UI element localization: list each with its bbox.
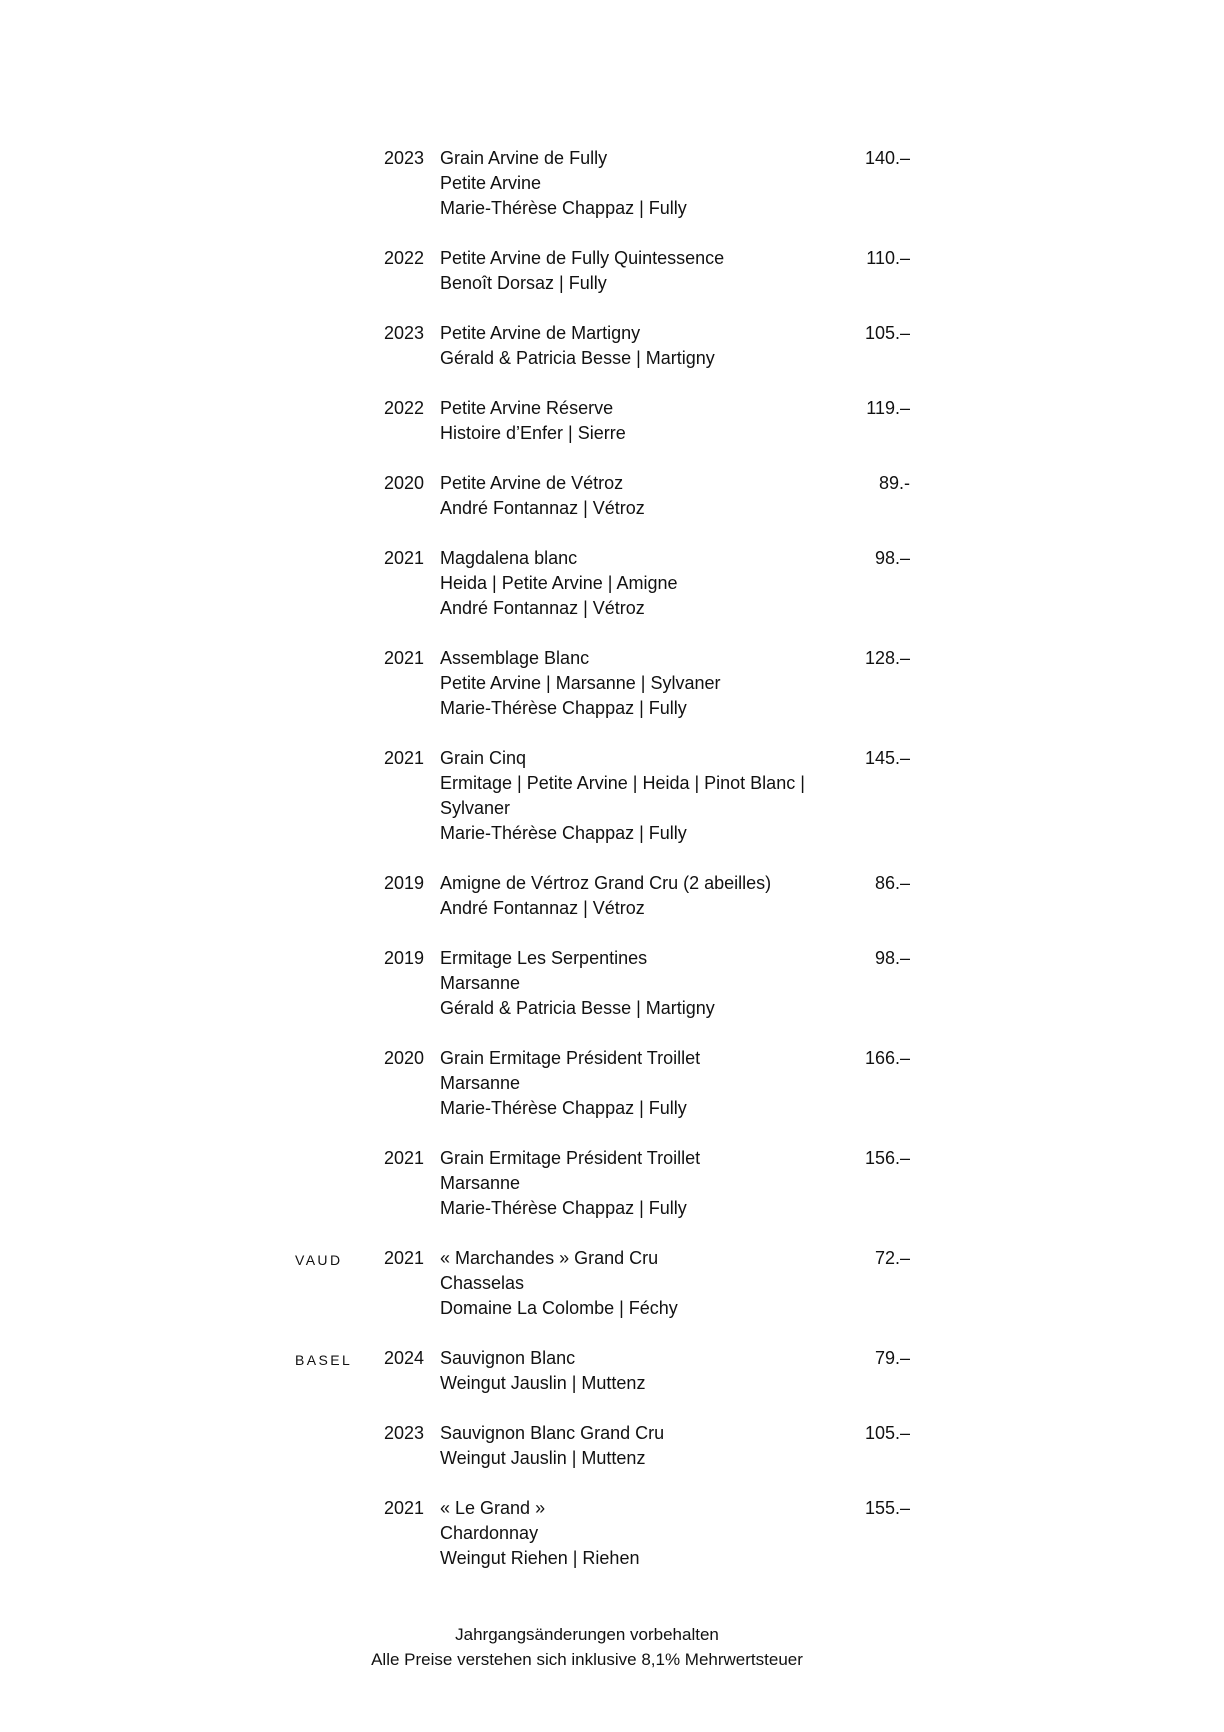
wine-entry	[0, 946, 1224, 1021]
wine-description	[440, 946, 840, 1021]
wine-price: 119.–	[866, 398, 910, 418]
wine-name: « Marchandes » Grand Cru	[440, 1248, 659, 1268]
wine-detail: Marsanne	[440, 1173, 521, 1193]
wine-detail: Marsanne	[440, 1073, 521, 1093]
wine-entry	[0, 546, 1224, 621]
wine-detail: Marie-Thérèse Chappaz | Fully	[440, 1198, 687, 1218]
wine-name: Petite Arvine de Fully Quintessence	[440, 248, 725, 268]
wine-entry	[0, 396, 1224, 446]
wine-vintage: 2020	[384, 1048, 425, 1068]
wine-price: 145.–	[864, 748, 910, 768]
wine-entry	[0, 871, 1224, 921]
wine-entry	[0, 1496, 1224, 1571]
wine-vintage: 2024	[384, 1348, 425, 1368]
wine-entry	[0, 746, 1224, 846]
wine-name: Ermitage Les Serpentines	[440, 948, 648, 968]
wine-detail: Benoît Dorsaz | Fully	[440, 273, 607, 293]
wine-price: 156.–	[864, 1148, 910, 1168]
wine-price: 89.-	[878, 473, 910, 493]
wine-entry	[0, 1146, 1224, 1221]
wine-vintage: 2021	[384, 1148, 425, 1168]
wine-detail: Weingut Jauslin | Muttenz	[440, 1448, 646, 1468]
wine-description	[440, 1496, 840, 1571]
wine-detail: Marie-Thérèse Chappaz | Fully	[440, 1098, 687, 1118]
wine-description	[440, 246, 840, 296]
wine-name: Petite Arvine de Vétroz	[440, 473, 624, 493]
wine-price: 166.–	[864, 1048, 910, 1068]
wine-detail: Histoire d’Enfer | Sierre	[440, 423, 626, 443]
wine-vintage: 2021	[384, 648, 425, 668]
wine-description	[440, 1146, 840, 1221]
footer-vat-note: Alle Preise verstehen sich inklusive 8,1% Mehrwertsteuer	[371, 1650, 803, 1669]
wine-vintage: 2021	[384, 1248, 425, 1268]
wine-name: Amigne de Vértroz Grand Cru (2 abeilles)	[440, 873, 772, 893]
footer	[0, 1622, 1174, 1672]
wine-vintage: 2019	[384, 873, 425, 893]
wine-vintage: 2019	[384, 948, 425, 968]
region-label: VAUD	[295, 1252, 343, 1268]
wine-detail: Chardonnay	[440, 1523, 539, 1543]
wine-entry	[0, 146, 1224, 221]
wine-vintage: 2022	[384, 248, 425, 268]
wine-detail: André Fontannaz | Vétroz	[440, 898, 645, 918]
wine-price: 105.–	[864, 1423, 910, 1443]
wine-description	[440, 546, 840, 621]
wine-detail: Heida | Petite Arvine | Amigne	[440, 573, 678, 593]
wine-name: Grain Ermitage Président Troillet	[440, 1148, 701, 1168]
wine-vintage: 2020	[384, 473, 425, 493]
wine-description	[440, 1046, 840, 1121]
wine-detail: Marie-Thérèse Chappaz | Fully	[440, 698, 687, 718]
wine-name: Petite Arvine Réserve	[440, 398, 614, 418]
wine-price: 98.–	[874, 948, 910, 968]
wine-vintage: 2021	[384, 548, 425, 568]
region-label: BASEL	[295, 1352, 353, 1368]
wine-entry	[0, 321, 1224, 371]
wine-detail: Gérald & Patricia Besse | Martigny	[440, 348, 715, 368]
wine-description	[440, 321, 840, 371]
wine-vintage: 2023	[384, 148, 425, 168]
wine-entry	[0, 1421, 1224, 1471]
wine-price: 128.–	[864, 648, 910, 668]
wine-entry	[0, 1046, 1224, 1121]
wine-name: « Le Grand »	[440, 1498, 546, 1518]
wine-price: 79.–	[874, 1348, 910, 1368]
wine-description	[440, 646, 840, 721]
wine-vintage: 2022	[384, 398, 425, 418]
wine-detail: Weingut Riehen | Riehen	[440, 1548, 640, 1568]
wine-detail: Sylvaner	[440, 798, 511, 818]
wine-description	[440, 1421, 840, 1471]
wine-vintage: 2023	[384, 1423, 425, 1443]
wine-name: Sauvignon Blanc	[440, 1348, 576, 1368]
wine-vintage: 2021	[384, 1498, 425, 1518]
wine-detail: André Fontannaz | Vétroz	[440, 598, 645, 618]
wine-entry	[0, 246, 1224, 296]
wine-detail: Gérald & Patricia Besse | Martigny	[440, 998, 715, 1018]
wine-name: Grain Arvine de Fully	[440, 148, 608, 168]
wine-detail: Weingut Jauslin | Muttenz	[440, 1373, 646, 1393]
wine-price: 105.–	[864, 323, 910, 343]
wine-entry	[0, 471, 1224, 521]
wine-price: 86.–	[874, 873, 910, 893]
wine-entry	[0, 646, 1224, 721]
wine-description	[440, 1346, 840, 1396]
wine-detail: Ermitage | Petite Arvine | Heida | Pinot Blanc |	[440, 773, 805, 793]
wine-detail: Petite Arvine | Marsanne | Sylvaner	[440, 673, 721, 693]
wine-detail: Marie-Thérèse Chappaz | Fully	[440, 198, 687, 218]
wine-description	[440, 471, 840, 521]
wine-detail: Chasselas	[440, 1273, 525, 1293]
wine-description	[440, 146, 840, 221]
wine-name: Petite Arvine de Martigny	[440, 323, 641, 343]
wine-description	[440, 746, 840, 846]
wine-vintage: 2021	[384, 748, 425, 768]
wine-detail: Petite Arvine	[440, 173, 542, 193]
wine-price: 110.–	[866, 248, 910, 268]
wine-entry	[0, 1346, 1224, 1396]
footer-vintage-note: Jahrgangsänderungen vorbehalten	[455, 1625, 719, 1644]
wine-name: Grain Ermitage Président Troillet	[440, 1048, 701, 1068]
wine-detail: Marie-Thérèse Chappaz | Fully	[440, 823, 687, 843]
wine-description	[440, 871, 840, 921]
wine-price: 72.–	[874, 1248, 910, 1268]
wine-name: Grain Cinq	[440, 748, 527, 768]
wine-vintage: 2023	[384, 323, 425, 343]
wine-detail: Domaine La Colombe | Féchy	[440, 1298, 678, 1318]
wine-name: Magdalena blanc	[440, 548, 578, 568]
wine-description	[440, 396, 840, 446]
wine-list	[0, 146, 1224, 1596]
wine-detail: André Fontannaz | Vétroz	[440, 498, 645, 518]
wine-price: 140.–	[864, 148, 910, 168]
wine-price: 155.–	[864, 1498, 910, 1518]
wine-price: 98.–	[874, 548, 910, 568]
wine-name: Sauvignon Blanc Grand Cru	[440, 1423, 665, 1443]
wine-entry	[0, 1246, 1224, 1321]
wine-detail: Marsanne	[440, 973, 521, 993]
wine-name: Assemblage Blanc	[440, 648, 590, 668]
wine-description	[440, 1246, 840, 1321]
